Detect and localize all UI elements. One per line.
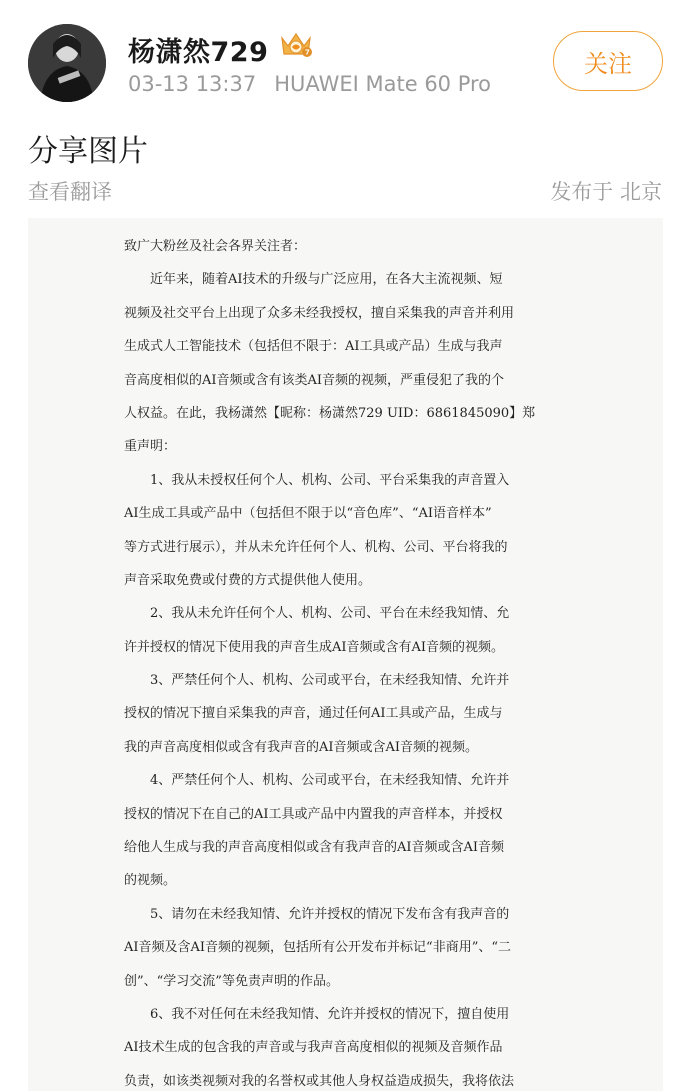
- doc-line: 重声明：: [124, 439, 177, 455]
- doc-line: AI生成工具或产品中（包括但不限于以“音色库”、“AI语音样本”: [124, 506, 492, 522]
- avatar-photo-icon: [28, 24, 106, 102]
- doc-line: 3、严禁任何个人、机构、公司或平台，在未经我知情、允许并: [150, 673, 510, 689]
- statement-image[interactable]: [28, 218, 663, 1091]
- doc-line: 1、我从未授权任何个人、机构、公司、平台采集我的声音置入: [150, 472, 510, 488]
- post-header: [0, 0, 690, 120]
- follow-button[interactable]: 关注: [553, 31, 663, 91]
- doc-line: 致广大粉丝及社会各界关注者：: [124, 239, 307, 254]
- doc-line: 给他人生成与我的声音高度相似或含有我声音的AI音频或含AI音频: [124, 840, 505, 856]
- doc-line: 等方式进行展示），并从未允许任何个人、机构、公司、平台将我的: [124, 539, 508, 555]
- doc-line: 近年来，随着AI技术的升级与广泛应用，在各大主流视频、短: [150, 272, 503, 288]
- username[interactable]: 杨潇然729: [128, 37, 269, 68]
- doc-line: 负责，如该类视频对我的名誉权或其他人身权益造成损失，我将依法: [124, 1073, 515, 1089]
- doc-line: 创”、“学习交流”等免责声明的作品。: [124, 973, 339, 989]
- doc-line: 生成式人工智能技术（包括但不限于：AI工具或产品）生成与我声: [124, 339, 503, 355]
- doc-line: 音高度相似的AI音频或含有该类AI音频的视频，严重侵犯了我的个: [124, 372, 505, 388]
- doc-line: 许并授权的情况下使用我的声音生成AI音频或含有AI音频的视频。: [124, 639, 505, 655]
- doc-line: AI技术生成的包含我的声音或与我声音高度相似的视频及音频作品: [124, 1040, 503, 1056]
- doc-line: 5、请勿在未经我知情、允许并授权的情况下发布含有我声音的: [150, 906, 510, 922]
- avatar[interactable]: [28, 24, 106, 102]
- doc-line: 人权益。在此，我杨潇然【昵称：杨潇然729 UID：6861845090】郑: [124, 405, 536, 421]
- doc-line: 4、严禁任何个人、机构、公司或平台，在未经我知情、允许并: [150, 773, 510, 789]
- doc-line: 授权的情况下在自己的AI工具或产品中内置我的声音样本，并授权: [124, 806, 503, 822]
- translate-link[interactable]: 查看翻译: [28, 180, 112, 204]
- doc-line: 声音采取免费或付费的方式提供他人使用。: [124, 572, 372, 588]
- statement-text: [124, 230, 574, 1091]
- doc-line: 2、我从未允许任何个人、机构、公司、平台在未经我知情、允: [150, 606, 510, 622]
- doc-line: AI音频及含AI音频的视频，包括所有公开发布并标记“非商用”、“二: [124, 940, 511, 956]
- doc-line: 我的声音高度相似或含有我声音的AI音频或含AI音频的视频。: [124, 739, 479, 755]
- doc-line: 授权的情况下擅自采集我的声音，通过任何AI工具或产品，生成与: [124, 706, 503, 722]
- post-text: 分享图片: [28, 134, 148, 169]
- post-location: 发布于 北京: [550, 180, 662, 204]
- post-meta: [128, 72, 491, 96]
- doc-line: 6、我不对任何在未经我知情、允许并授权的情况下，擅自使用: [150, 1006, 510, 1022]
- vip-crown-badge-icon: [278, 28, 314, 60]
- post-time: 03-13 13:37: [128, 72, 257, 96]
- post-device: HUAWEI Mate 60 Pro: [274, 72, 492, 96]
- doc-line: 视频及社交平台上出现了众多未经我授权，擅自采集我的声音并利用: [124, 305, 515, 321]
- doc-line: 的视频。: [124, 873, 177, 889]
